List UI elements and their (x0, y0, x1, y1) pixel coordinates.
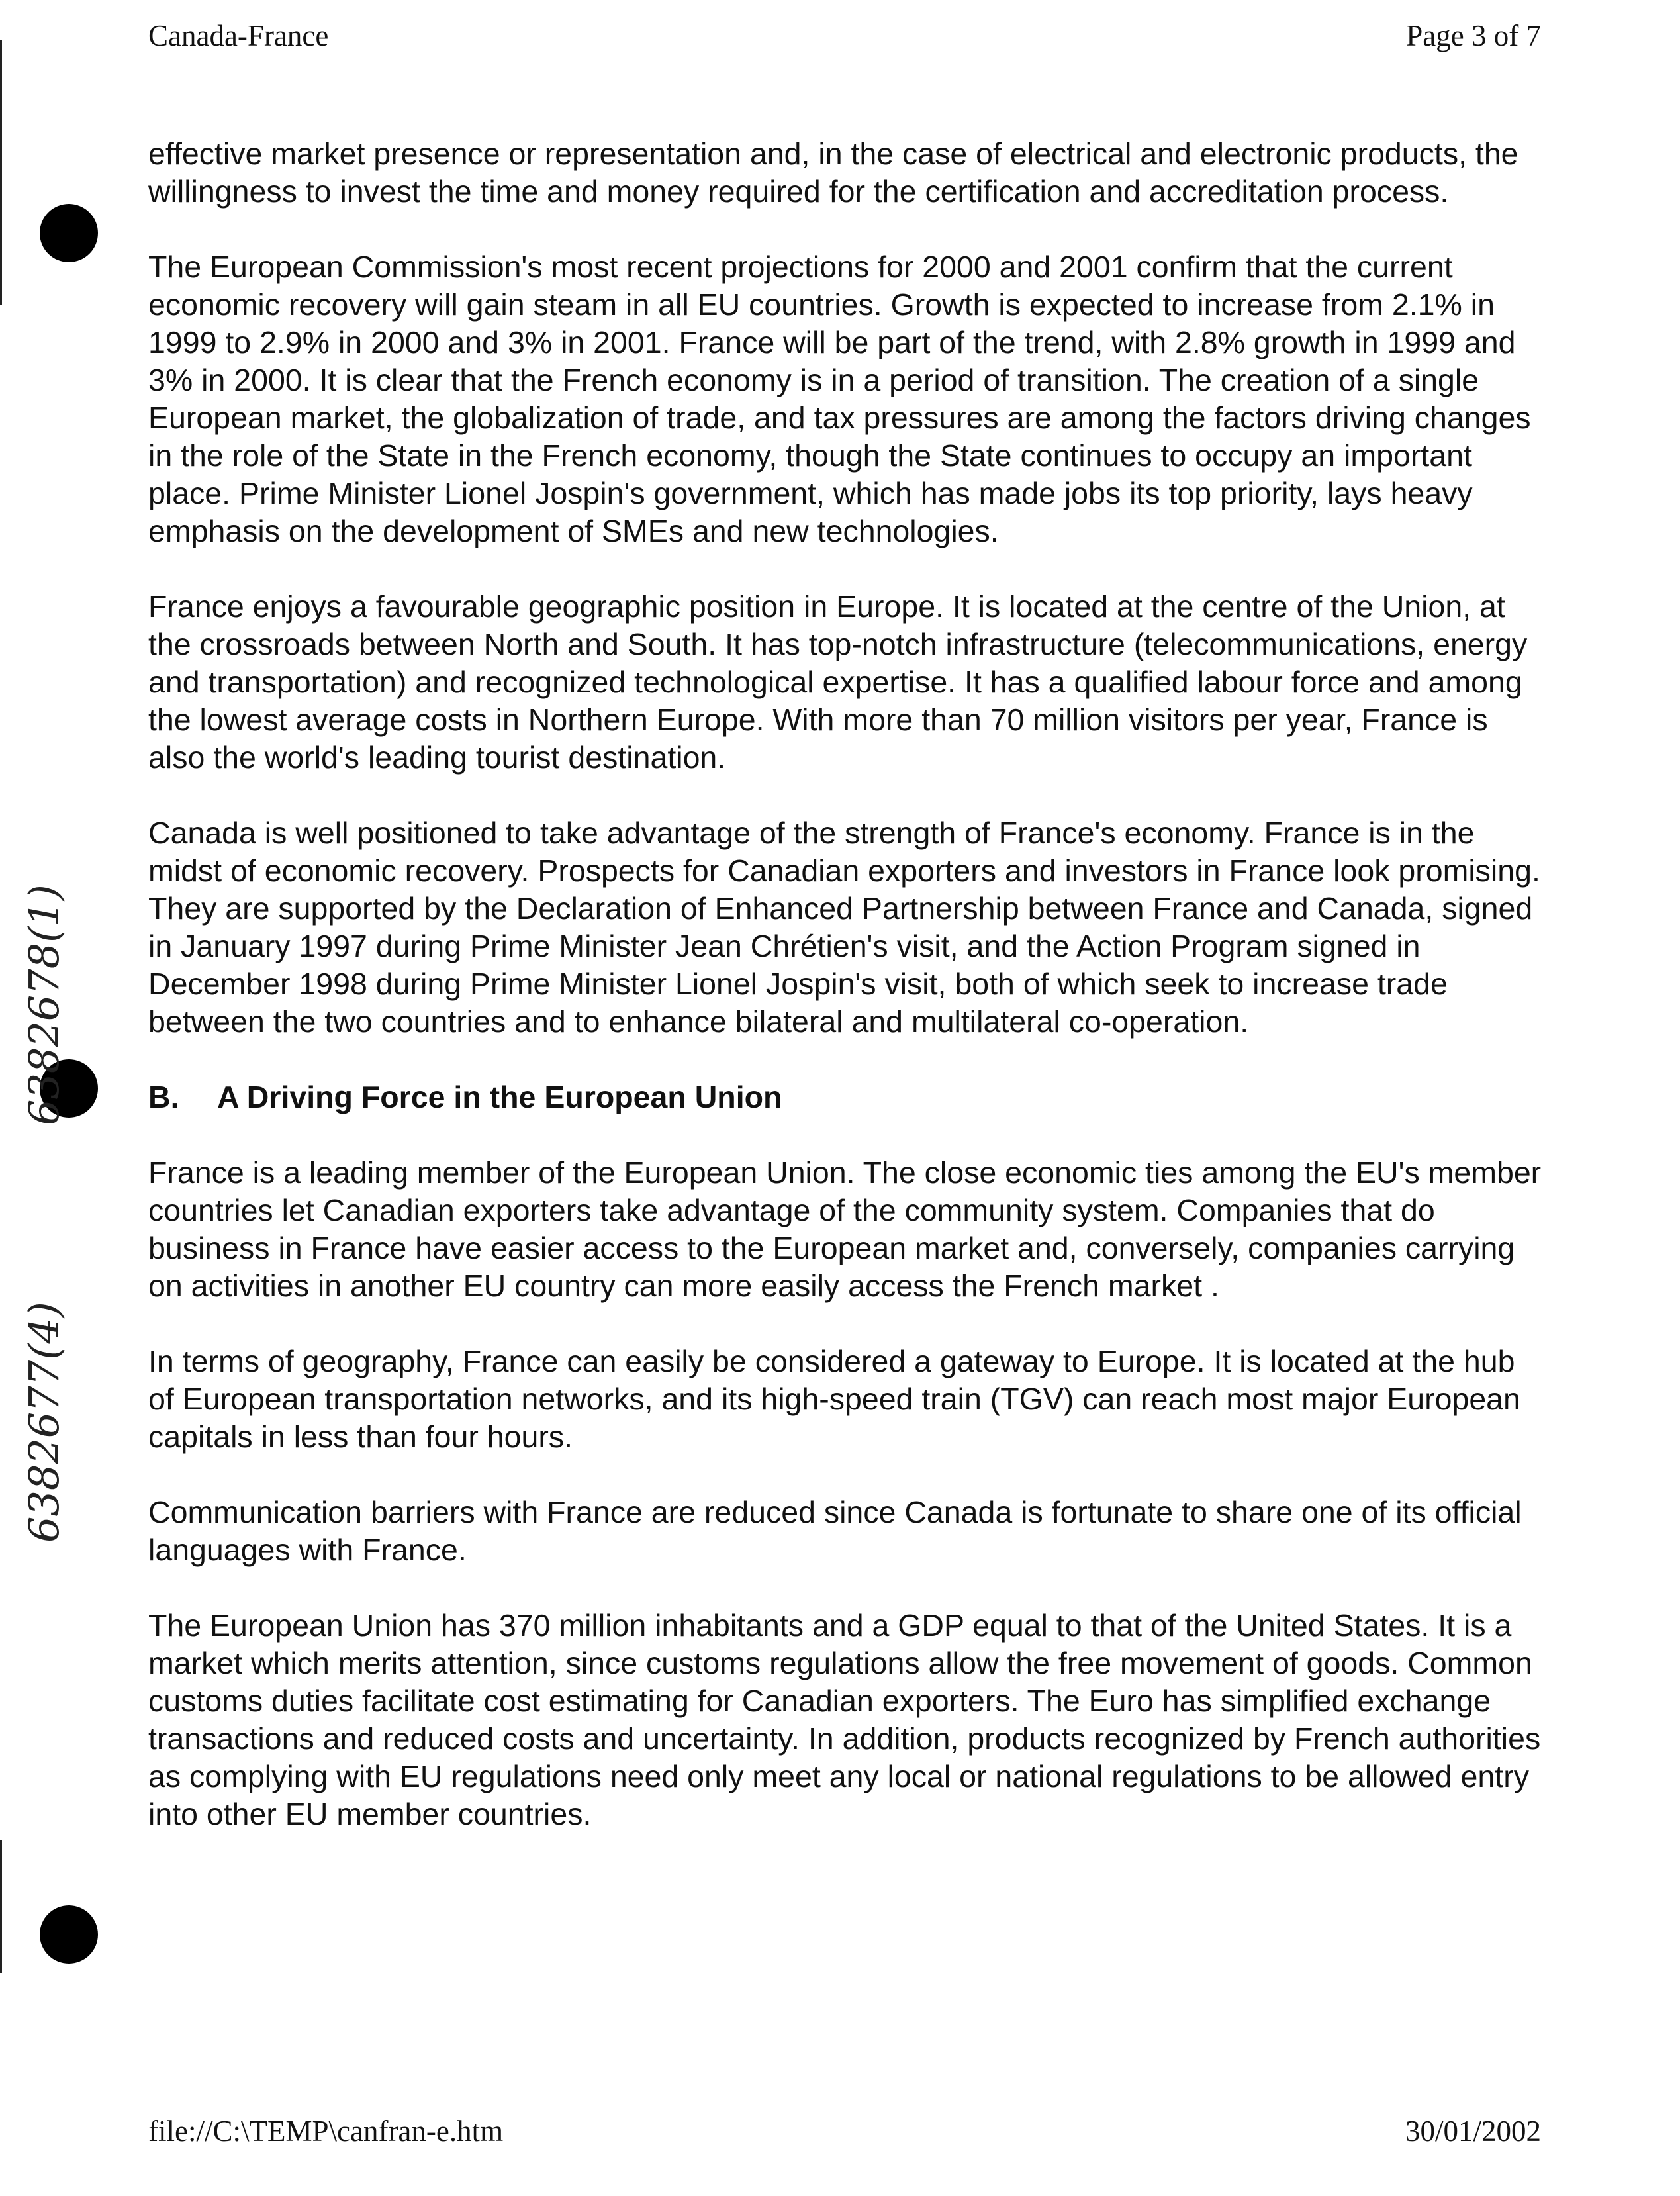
paragraph-gateway: In terms of geography, France can easily be considered a gateway to Europe. It is located at the hub of European transportation networks, and its high-speed train (TGV) can reach most major European capitals in less than four hours. (148, 1344, 1520, 1454)
document-body (148, 135, 1545, 1871)
page-number: Page 3 of 7 (1406, 19, 1541, 52)
paragraph-eu-market: The European Union has 370 million inhabitants and a GDP equal to that of the United States. It is a market which merits attention, since customs regulations allow the free movement of goods. Common customs duties facilitate cost estimating for Canadian exporters. The Euro has simplified exchange transactions and reduced costs and uncertainty. In addition, products recognized by French authorities as complying with EU regulations need only meet any local or national regulations to be allowed entry into other EU member countries. (148, 1608, 1541, 1831)
paragraph-projections: The European Commission's most recent projections for 2000 and 2001 confirm that the current economic recovery will gain steam in all EU countries. Growth is expected to increase from 2.1% in 1999 to 2.9% in 2000 and 3% in 2001. France will be part of the trend, with 2.8% growth in 1999 and 3% in 2000. It is clear that the French economy is in a period of transition. The creation of a single European market, the globalization of trade, and tax pressures are among the factors driving changes in the role of the State in the French economy, though the State continues to occupy an important place. Prime Minister Lionel Jospin's government, which has made jobs its top priority, lays heavy emphasis on the development of SMEs and new technologies. (148, 250, 1531, 548)
footer-date: 30/01/2002 (1405, 2115, 1541, 2148)
paragraph-geographic-position: France enjoys a favourable geographic position in Europe. It is located at the centre of the Union, at the crossroads between North and South. It has top-notch infrastructure (telecommunications, energy and transportation) and recognized technological expertise. It has a qualified labour force and among the lowest average costs in Northern Europe. With more than 70 million visitors per year, France is also the world's leading tourist destination. (148, 589, 1528, 775)
handwritten-stamp-upper: 6382678(1) (20, 884, 68, 1125)
paragraph-languages: Communication barriers with France are reduced since Canada is fortunate to share one of its official languages with France. (148, 1495, 1522, 1567)
paragraph-leading-member: France is a leading member of the European Union. The close economic ties among the EU's member countries let Canadian exporters take advantage of the community system. Companies that do business in France have easier access to the European market and, conversely, companies carrying on activities in another EU country can more easily access the French market . (148, 1155, 1542, 1303)
scan-edge-line-top (0, 40, 2, 305)
section-b-heading (148, 1078, 1545, 1116)
section-b-number: B. (148, 1080, 179, 1114)
punch-hole-top (40, 204, 98, 262)
footer-file-path: file://C:\TEMP\canfran-e.htm (148, 2115, 504, 2148)
header-title: Canada-France (148, 19, 329, 52)
section-b-title: A Driving Force in the European Union (217, 1080, 782, 1114)
handwritten-stamp-lower: 6382677(4) (20, 1302, 68, 1543)
scan-edge-line-bottom (0, 1840, 2, 1973)
paragraph-canada-positioned: Canada is well positioned to take advantage of the strength of France's economy. France is in the midst of economic recovery. Prospects for Canadian exporters and investors in France look promising. They are supported by the Declaration of Enhanced Partnership between France and Canada, signed in January 1997 during Prime Minister Jean Chrétien's visit, and the Action Program signed in December 1998 during Prime Minister Lionel Jospin's visit, both of which seek to increase trade between the two countries and to enhance bilateral and multilateral co-operation. (148, 816, 1540, 1039)
punch-hole-bottom (40, 1905, 98, 1964)
paragraph-certification: effective market presence or representation and, in the case of electrical and electronic products, the willingness to invest the time and money required for the certification and accreditation process. (148, 136, 1518, 209)
